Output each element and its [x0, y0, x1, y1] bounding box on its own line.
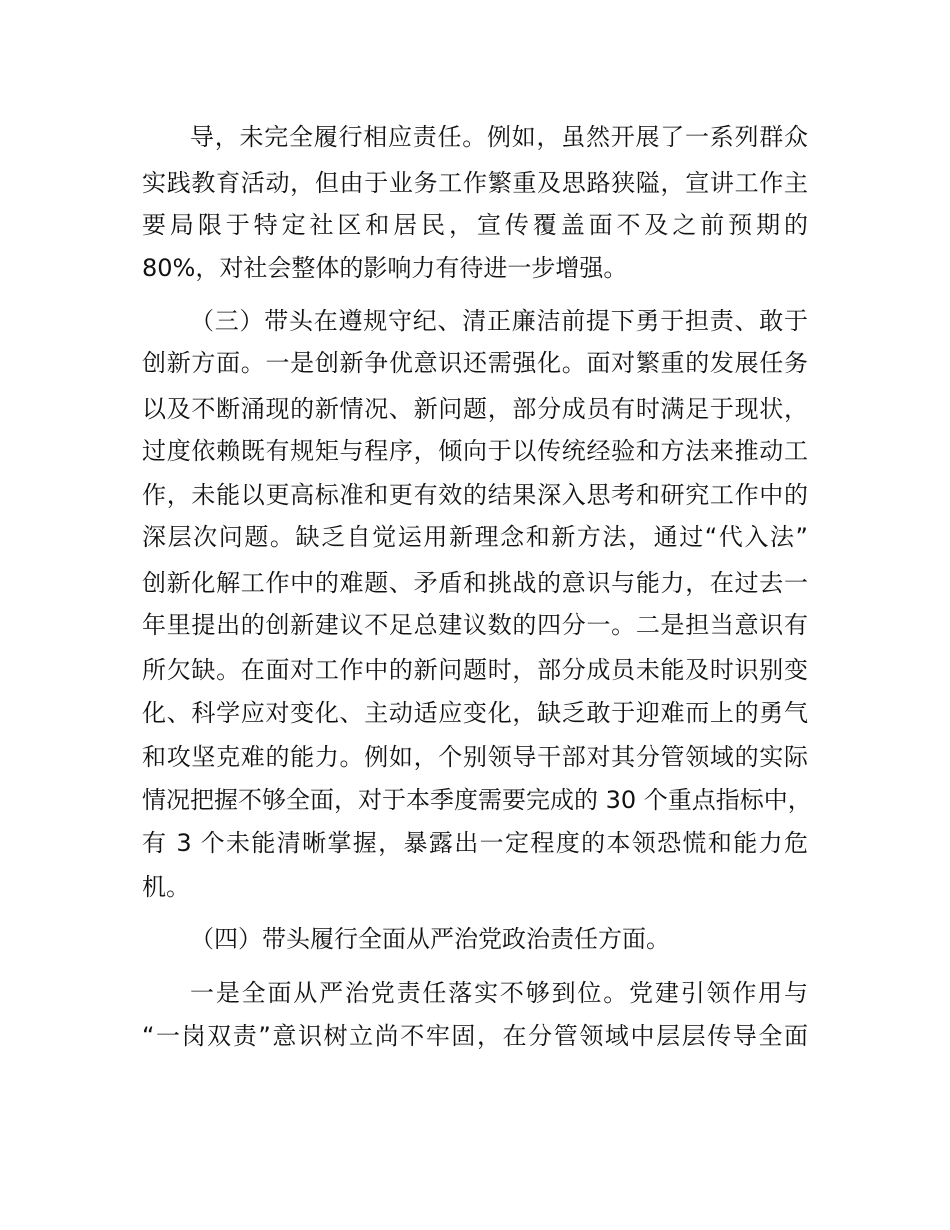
paragraph-line-17: 有 3 个未能清晰掌握，暴露出一定程度的本领恐慌和能力危 [142, 829, 808, 857]
paragraph-line-1: 导，未完全履行相应责任。例如，虽然开展了一系列群众 [190, 123, 808, 151]
paragraph-line-12: 年里提出的创新建议不足总建议数的四分一。二是担当意识有 [142, 611, 808, 639]
paragraph-line-6: 创新方面。一是创新争优意识还需强化。面对繁重的发展任务 [142, 349, 808, 377]
paragraph-line-15: 和攻坚克难的能力。例如，个别领导干部对其分管领域的实际 [142, 743, 808, 771]
section-four-heading: （四）带头履行全面从严治党政治责任方面。 [190, 925, 670, 953]
paragraph-line-8: 过度依赖既有规矩与程序，倾向于以传统经验和方法来推动工 [142, 437, 808, 465]
paragraph-line-7: 以及不断涌现的新情况、新问题，部分成员有时满足于现状， [142, 395, 808, 423]
section-three-heading-line: （三）带头在遵规守纪、清正廉洁前提下勇于担责、敢于 [190, 307, 808, 335]
paragraph-line-20: 一是全面从严治党责任落实不够到位。党建引领作用与 [190, 979, 808, 1007]
paragraph-line-4: 80%，对社会整体的影响力有待进一步增强。 [142, 254, 628, 282]
paragraph-line-2: 实践教育活动，但由于业务工作繁重及思路狭隘，宣讲工作主 [142, 169, 808, 197]
paragraph-line-3: 要局限于特定社区和居民，宣传覆盖面不及之前预期的 [142, 211, 808, 239]
paragraph-line-11: 创新化解工作中的难题、矛盾和挑战的意识与能力，在过去一 [142, 569, 808, 597]
paragraph-line-9: 作，未能以更高标准和更有效的结果深入思考和研究工作中的 [142, 481, 808, 509]
paragraph-line-13: 所欠缺。在面对工作中的新问题时，部分成员未能及时识别变 [142, 656, 808, 684]
paragraph-line-10: 深层次问题。缺乏自觉运用新理念和新方法，通过“代入法” [142, 523, 808, 551]
paragraph-line-14: 化、科学应对变化、主动适应变化，缺乏敢于迎难而上的勇气 [142, 699, 808, 727]
paragraph-line-21: “一岗双责”意识树立尚不牢固，在分管领域中层层传导全面 [142, 1022, 808, 1050]
paragraph-line-18: 机。 [142, 873, 190, 901]
paragraph-line-16: 情况把握不够全面，对于本季度需要完成的 30 个重点指标中， [142, 786, 812, 814]
